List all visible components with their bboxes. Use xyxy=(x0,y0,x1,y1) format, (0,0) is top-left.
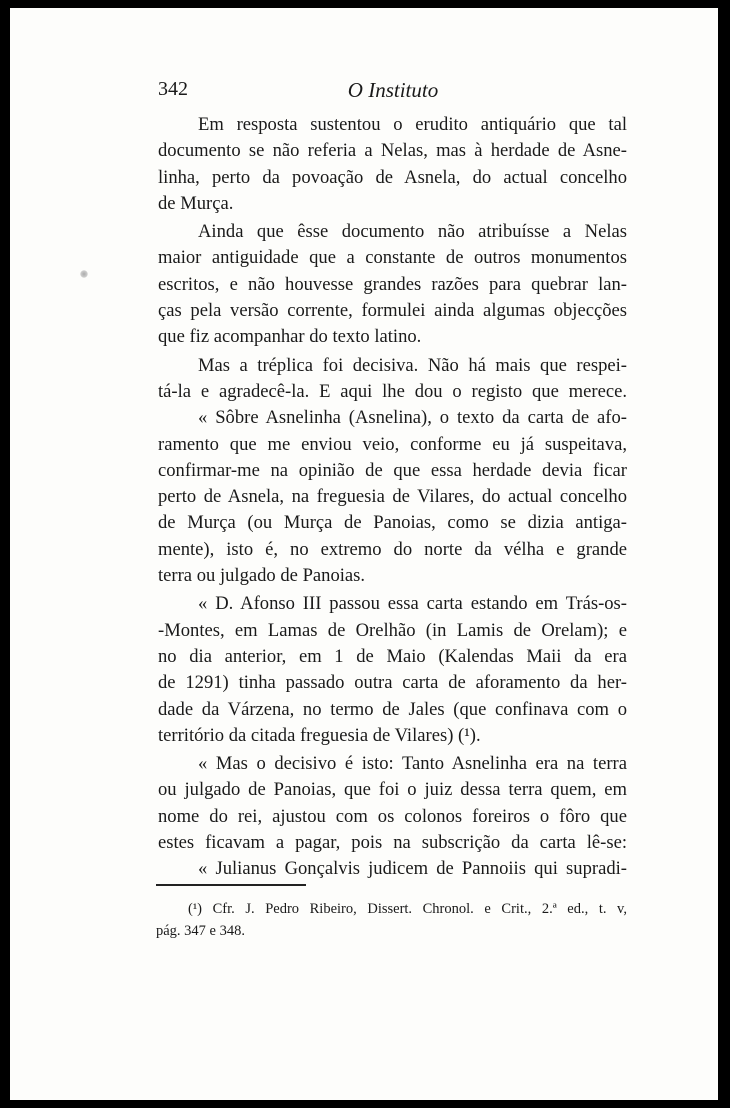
footnote-line: pág. 347 e 348. xyxy=(156,923,245,939)
page-header xyxy=(158,78,628,108)
text-line: Mas a tréplica foi decisiva. Não há mais que respei- xyxy=(198,354,627,376)
text-line: tá-la e agradecê-la. E aqui lhe dou o registo que merece. xyxy=(158,380,627,402)
text-line: dade da Várzena, no termo de Jales (que confinava com o xyxy=(158,698,627,720)
text-line: ramento que me enviou veio, conforme eu já suspeitava, xyxy=(158,433,627,455)
text-line: território da citada freguesia de Vilares) (¹). xyxy=(158,724,481,746)
text-line: -Montes, em Lamas de Orelhão (in Lamis de Orelam); e xyxy=(158,619,627,641)
footnote-divider xyxy=(156,884,306,886)
text-line: Em resposta sustentou o erudito antiquário que tal xyxy=(198,114,627,135)
text-line: escritos, e não houvesse grandes razões para quebrar lan- xyxy=(158,273,627,295)
text-line: ou julgado de Panoias, que foi o juiz dessa terra quem, em xyxy=(158,779,627,801)
text-line: que fiz acompanhar do texto latino. xyxy=(158,326,422,348)
running-title: O Instituto xyxy=(347,78,439,102)
text-line: documento se não referia a Nelas, mas à herdade de Asne- xyxy=(158,140,627,162)
text-line: no dia anterior, em 1 de Maio (Kalendas Maii da era xyxy=(158,645,627,667)
text-line: estes ficavam a pagar, pois na subscrição da carta lê-se: xyxy=(158,832,627,854)
page-number: 342 xyxy=(158,78,188,100)
text-line: terra ou julgado de Panoias. xyxy=(158,565,366,587)
text-line: « Mas o decisivo é isto: Tanto Asnelinha era na terra xyxy=(198,753,627,775)
text-line: perto de Asnela, na freguesia de Vilares, do actual concelho xyxy=(158,486,627,508)
main-text xyxy=(158,112,627,883)
text-line: de Murça (ou Murça de Panoias, como se dizia antiga- xyxy=(158,512,627,534)
text-line: mente), isto é, no extremo do norte da vélha e grande xyxy=(158,538,627,560)
text-line: « Julianus Gonçalvis judicem de Pannoiis qui supradi- xyxy=(198,858,627,880)
text-line: confirmar-me na opinião de que essa herdade devia ficar xyxy=(158,459,627,481)
text-line: de 1291) tinha passado outra carta de aforamento da her- xyxy=(158,672,627,694)
text-line: « Sôbre Asnelinha (Asnelina), o texto da carta de afo- xyxy=(198,407,627,429)
text-line: linha, perto da povoação de Asnela, do actual concelho xyxy=(158,166,627,188)
footnotes xyxy=(156,898,627,942)
text-line: nome do rei, ajustou com os colonos foreiros o fôro que xyxy=(158,805,627,827)
text-line: « D. Afonso III passou essa carta estando em Trás-os- xyxy=(198,593,627,615)
text-line: Ainda que êsse documento não atribuísse a Nelas xyxy=(198,221,627,243)
text-line: maior antiguidade que a constante de outros monumentos xyxy=(158,247,627,269)
paper-speck xyxy=(80,270,88,278)
text-line: ças pela versão corrente, formulei ainda algumas objecções xyxy=(158,300,627,322)
text-line: de Murça. xyxy=(158,192,234,214)
footnote-line: (¹) Cfr. J. Pedro Ribeiro, Dissert. Chronol. e Crit., 2.ª ed., t. v, xyxy=(188,901,627,917)
